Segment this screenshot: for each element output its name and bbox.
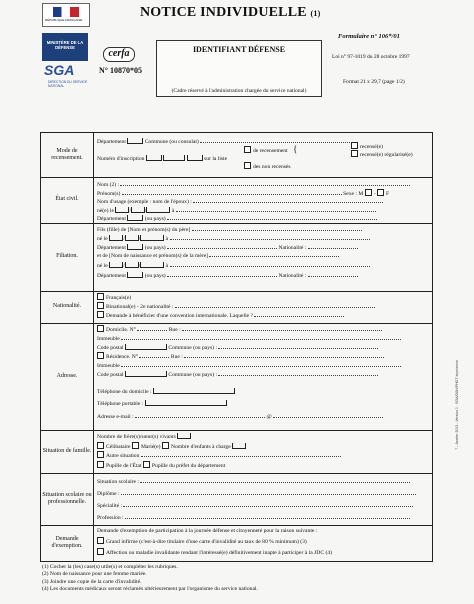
footnote: (2) Nom de naissance pour une femme mariée. [42,571,147,578]
affection-option[interactable]: Affection ou maladie invalidante rendant l'intéressé(e) définitivement inapte à participer à la JDC (4) [97,548,332,557]
divider [41,291,432,292]
pere-lieu-field[interactable] [170,234,370,240]
convention-field[interactable] [254,311,344,317]
numero-box-1[interactable] [146,155,162,161]
diplome-line: Diplôme : [97,489,416,498]
mere-jour-box[interactable] [109,262,123,268]
id-caption: (Cadre réservé à l'administration chargée du service national) [171,88,307,94]
pere-field[interactable] [192,225,362,231]
specialite-line: Spécialité : [97,501,413,510]
cerfa-logo: cerfa [103,47,135,62]
id-title: IDENTIFIANT DÉFENSE [192,45,286,54]
departement-naissance-line: Département (ou pays) [97,214,377,223]
pupille-etat-checkbox[interactable] [97,461,104,468]
divider [41,223,432,224]
footnotes [42,564,258,593]
profession-field[interactable] [125,513,410,519]
pere-pays-field[interactable] [167,243,277,249]
republique-logo [42,3,90,27]
tel-portable-line: Téléphone portable : [97,400,227,408]
section-label-recensement: Mode de recensement. [51,147,83,161]
residence-numero-field[interactable] [139,352,169,358]
autre-line: Autre situation [97,451,341,460]
regularise-option[interactable]: recensé(e) régularisé(e) [351,150,413,159]
pere-departement-line: Département (ou pays) Nationalité : [97,243,358,252]
domicile-checkbox[interactable] [97,325,104,332]
divider [41,430,432,431]
numero-box-3[interactable] [187,155,203,161]
freres-box[interactable] [177,433,191,439]
convention-option[interactable]: Demande à bénéficier d'une convention internationale. Laquelle ? [97,311,344,320]
francais-option[interactable]: Français(e) [97,293,131,302]
numero-box-2[interactable] [163,155,185,161]
grand-infirme-option[interactable]: Grand infirme (c'est-à-dire titulaire d'une carte d'invalidité au taux de 80 % minimum) (3) [97,537,307,546]
annee-box[interactable] [146,207,170,213]
email-domain-field[interactable] [273,412,383,418]
section-label-nationalite: Nationalité. [52,303,82,310]
pupille-prefet-checkbox[interactable] [143,461,150,468]
situation-scolaire-field[interactable] [140,477,410,483]
side-print-info: 7 - Janvier 2013 - Version 1 · SGA/DSN/PHOT Imprimerie [455,360,459,450]
email-user-field[interactable] [135,412,265,418]
code-postal-box-2[interactable] [125,371,167,377]
pere-naissance-line: né le / / à [97,234,370,243]
profession-line: Profession : [97,513,410,522]
pere-mois-box[interactable] [125,235,139,241]
enfants-checkbox[interactable] [162,442,169,449]
binational-checkbox[interactable] [97,302,104,309]
immeuble-field-1[interactable] [121,334,401,340]
pere-line: Fils (fille) de [Nom et prénom(s) du père] [97,225,362,234]
mois-box[interactable] [131,207,145,213]
non-recenses-checkbox[interactable] [244,162,251,169]
situation-scolaire-line: Situation scolaire : [97,477,410,486]
divider [41,473,432,474]
footnote: (4) Les documents médicaux seront réclamés ultérieurement par l'organisme du service national. [42,585,258,592]
affection-checkbox[interactable] [97,548,104,555]
recensement-line-2: Numéro d'inscription sur la liste [97,156,228,162]
nom-usage-field[interactable] [193,197,383,203]
commune-field-1[interactable] [218,343,378,349]
cerfa-number: N° 10870*05 [99,66,142,75]
naissance-line: né(e) le / / à [97,206,376,215]
tel-domicile-field[interactable] [153,388,235,394]
jour-box[interactable] [115,207,129,213]
divider [41,525,432,526]
immeuble-line-2: Immeuble [97,361,401,370]
francais-checkbox[interactable] [97,293,104,300]
recense-option[interactable]: recensé(e) [351,142,383,151]
mere-naissance-line: né le / / à [97,261,370,270]
freres-line: Nombre de frère(s)/sœur(s) vivants [97,433,191,441]
form-reference: Formulaire n° 106*/01 [338,33,400,40]
section-label-exemption: Demande d'exemption. [51,535,83,549]
domicile-line: Domicile. N° Rue : [97,325,382,334]
immeuble-field-2[interactable] [121,361,401,367]
nom-usage-line: Nom d'usage (exemple : nom de l'époux) : [97,197,383,206]
ministry-banner: MINISTÈRE DE LA DÉFENSE [42,33,88,61]
divider [41,177,432,178]
mere-mois-box[interactable] [125,262,139,268]
sexe-m-checkbox[interactable] [365,189,372,196]
mere-pays-field[interactable] [167,271,277,277]
sexe-f-checkbox[interactable] [377,189,384,196]
diplome-field[interactable] [121,489,416,495]
specialite-field[interactable] [123,501,413,507]
immeuble-line-1: Immeuble [97,334,401,343]
form-table [40,132,433,562]
marie-checkbox[interactable] [132,442,139,449]
commune-field[interactable] [200,137,350,143]
footnote: (1) Cocher la (les) case(s) utile(s) et compléter les rubriques. [42,564,178,570]
sga-logo: SGA [44,62,75,78]
tel-domicile-line: Téléphone du domicile : [97,388,235,396]
section-label-etat-civil: État civil. [55,196,79,203]
mere-lieu-field[interactable] [170,261,370,267]
mere-line: et de [Nom de naissance et prénom(s) de la mère] [97,251,339,260]
logo-text: RÉPUBLIQUE FRANÇAISE [45,18,83,22]
pere-nationalite-field[interactable] [308,243,358,249]
residence-checkbox[interactable] [97,352,104,359]
dept-naissance-box[interactable] [127,215,143,221]
convention-checkbox[interactable] [97,311,104,318]
seconde-nationalite-field[interactable] [175,302,375,308]
nom-field[interactable] [120,180,410,186]
section-label-filiation: Filiation. [56,253,78,260]
footnote: (3) Joindre une copie de la carte d'invalidité. [42,578,142,585]
regularise-checkbox[interactable] [351,150,358,157]
grand-infirme-checkbox[interactable] [97,537,104,544]
page-title: NOTICE INDIVIDUELLE (1) [140,5,321,20]
prenoms-line: Prénom(s) Sexe : M - F [97,191,390,197]
pupille-line: Pupille de l'État Pupille du préfet du département [97,461,225,470]
de-recensement-checkbox[interactable] [244,146,251,153]
domicile-rue-field[interactable] [182,325,382,331]
mere-annee-box[interactable] [140,262,164,268]
recensement-line-1: Département Commune (ou consulat) [97,137,350,146]
sga-subtitle: DIRECTION DU SERVICE NATIONAL [48,80,88,88]
non-recenses-option[interactable]: des non recensés [244,162,291,171]
pere-annee-box[interactable] [140,235,164,241]
statut-line: Célibataire Marié(e) Nombre d'enfants à charge [97,442,246,451]
email-line: Adresse e-mail : @ [97,412,383,421]
recense-checkbox[interactable] [351,142,358,149]
law-reference: Loi n° 97-1019 du 28 octobre 1997 [332,54,410,60]
divider [41,323,432,324]
residence-line: Résidence. N° Rue : [97,352,384,361]
mere-field[interactable] [209,251,339,257]
exemption-intro: Demande d'exemption de participation à la journée défense et citoyenneté pour la raison suivante : [97,528,318,534]
autre-checkbox[interactable] [97,451,104,458]
tel-portable-field[interactable] [145,400,227,406]
mere-nationalite-field[interactable] [308,271,358,277]
pere-dept-box[interactable] [127,244,143,250]
pays-naissance-field[interactable] [167,214,377,220]
lieu-naissance-field[interactable] [176,206,376,212]
code-postal-line-1: Code postal Commune (ou pays) : [97,343,378,352]
departement-boxes[interactable] [127,138,143,144]
mere-dept-box[interactable] [127,272,143,278]
format-info: Format 21 x 29,7 (page 1/2) [343,79,405,85]
domicile-numero-field[interactable] [137,325,167,331]
code-postal-box-1[interactable] [125,344,167,350]
commune-field-2[interactable] [218,370,378,376]
de-recensement-option[interactable]: de recensement { [244,146,297,155]
pere-jour-box[interactable] [109,235,123,241]
nom-line: Nom (2) : [97,180,410,189]
section-label-scolaire: Situation scolaire ou professionnelle. [42,491,92,505]
section-label-adresse: Adresse. [56,372,78,379]
enfants-box[interactable] [232,443,246,449]
prenoms-field[interactable] [122,189,342,195]
celibataire-checkbox[interactable] [97,442,104,449]
residence-rue-field[interactable] [184,352,384,358]
flag-icon [53,7,79,17]
code-postal-line-2: Code postal Commune (ou pays) : [97,370,378,379]
autre-field[interactable] [141,451,341,457]
mere-departement-line: Département (ou pays) Nationalité : [97,271,358,280]
section-label-famille: Situation de famille. [42,447,92,454]
identifiant-defense-box[interactable] [156,40,322,97]
binational-option[interactable]: Binational(e) - 2e nationalité : [97,302,375,311]
